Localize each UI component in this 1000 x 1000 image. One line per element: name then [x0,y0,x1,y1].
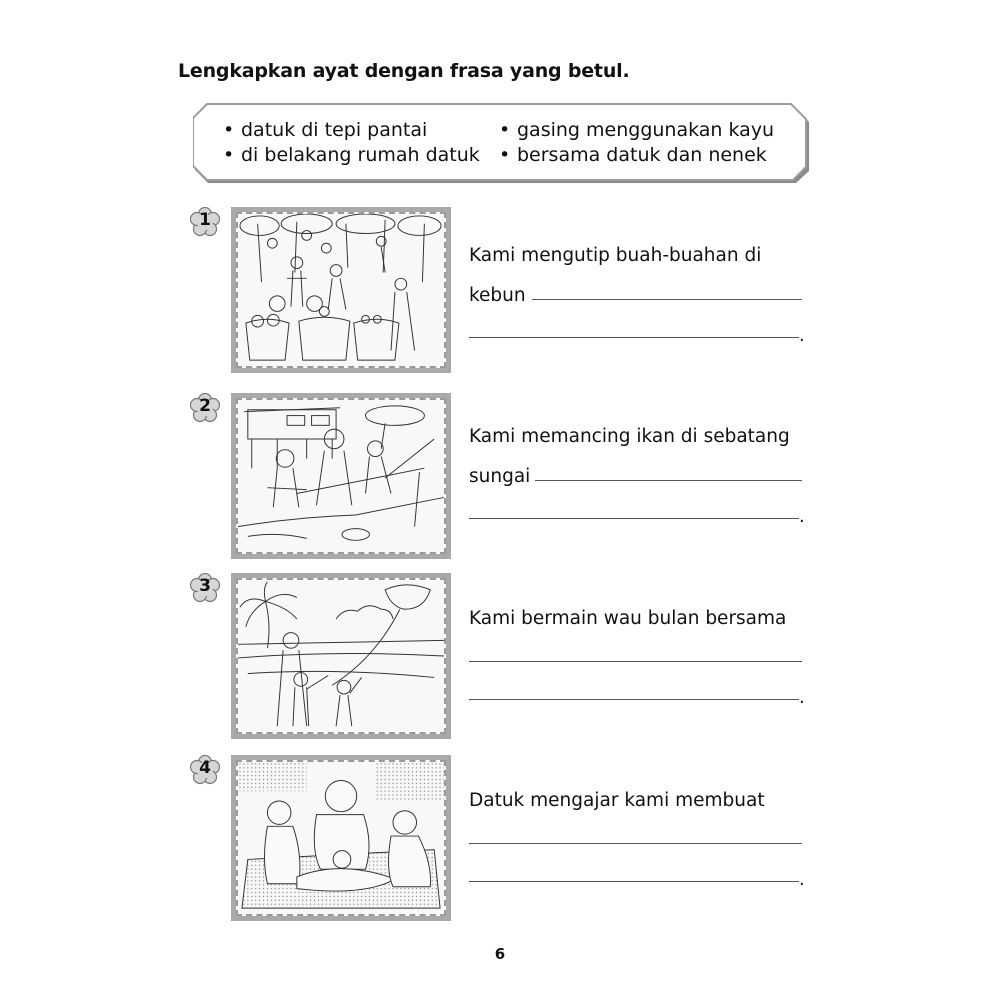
answer-blank-2[interactable] [469,518,799,519]
bullet-icon: • [499,144,511,166]
spinning-top-illustration [238,762,444,914]
sentence-line-1: Kami mengutip buah-buahan di [469,245,762,266]
question-number: 2 [199,396,211,416]
answer-blank-1[interactable] [532,299,802,300]
question-illustration [231,207,451,373]
phrase-item [223,144,499,166]
sentence-line-1: Datuk mengajar kami membuat [469,790,765,811]
bullet-icon: • [223,144,235,166]
question-number-badge [190,573,220,603]
full-stop: . [799,325,805,346]
sentence-line-1: Kami bermain wau bulan bersama [469,608,787,629]
sentence-line-1: Kami memancing ikan di sebatang [469,426,790,447]
question-number: 1 [199,210,211,230]
phrase-text: bersama datuk dan nenek [517,144,767,166]
phrase-item [223,119,499,141]
beach-kite-illustration [238,580,444,732]
phrase-text: gasing menggunakan kayu [517,119,775,141]
question-number-badge [190,393,220,423]
bullet-icon: • [223,119,235,141]
question-illustration [231,573,451,739]
phrase-text: di belakang rumah datuk [241,144,480,166]
question-number: 4 [199,758,211,778]
answer-blank-1[interactable] [469,843,802,844]
question-illustration [231,755,451,921]
phrase-text: datuk di tepi pantai [241,119,428,141]
sentence-line-2-prefix: sungai [469,466,531,487]
answer-blank-1[interactable] [535,480,802,481]
phrase-item [499,119,779,141]
phrase-bank-box [193,103,811,184]
fishing-illustration [238,400,444,552]
sentence-line-2-prefix: kebun [469,285,526,306]
answer-blank-2[interactable] [469,699,799,700]
full-stop: . [799,687,805,708]
question-illustration [231,393,451,559]
bullet-icon: • [499,119,511,141]
answer-blank-2[interactable] [469,337,799,338]
question-number-badge [190,207,220,237]
full-stop: . [799,506,805,527]
answer-blank-2[interactable] [469,881,799,882]
question-number-badge [190,755,220,785]
page-number: 6 [494,945,506,963]
phrase-list [223,119,783,166]
full-stop: . [799,869,805,890]
orchard-illustration [238,214,444,366]
phrase-item [499,144,779,166]
question-number: 3 [199,576,211,596]
instruction-heading: Lengkapkan ayat dengan frasa yang betul. [178,60,630,82]
answer-blank-1[interactable] [469,661,802,662]
